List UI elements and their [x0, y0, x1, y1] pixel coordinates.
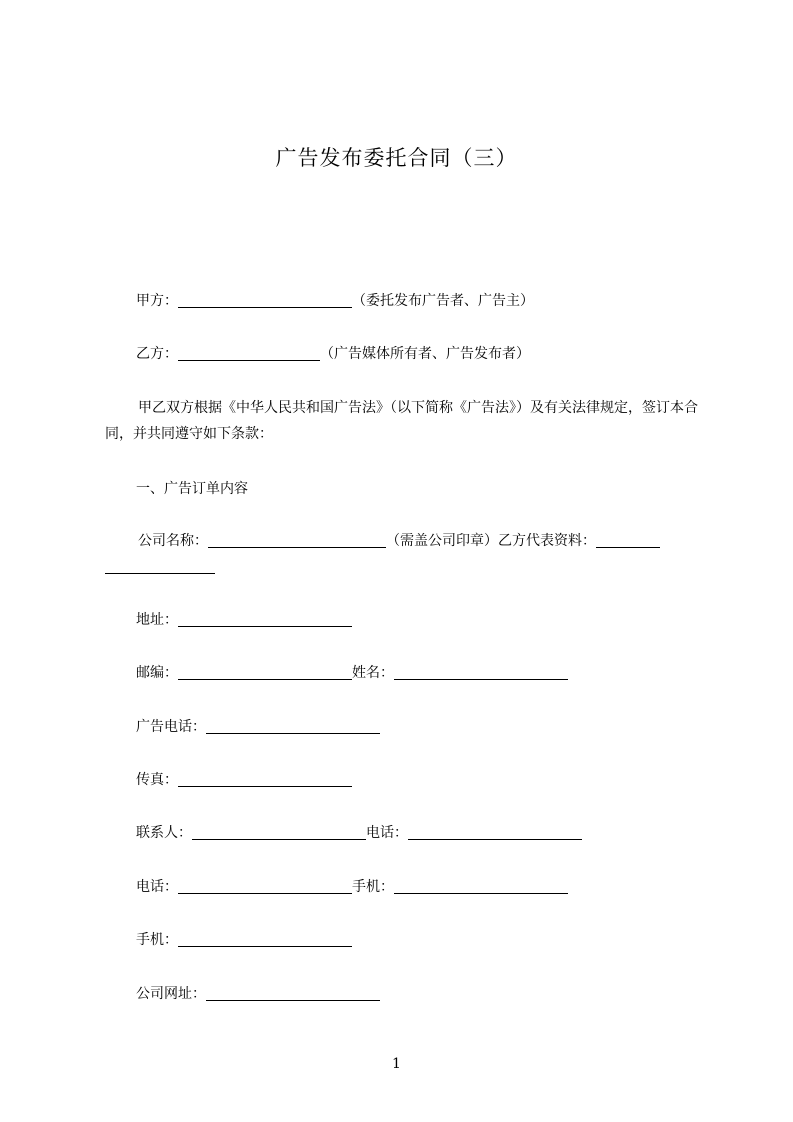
- contact-field[interactable]: [192, 824, 366, 840]
- company-seal-note: （需盖公司印章）乙方代表资料：: [386, 533, 596, 549]
- party-a-field[interactable]: [178, 292, 352, 308]
- party-b-field[interactable]: [178, 345, 320, 361]
- page-number: 1: [392, 1056, 401, 1072]
- mobile-label-2: 手机：: [136, 932, 178, 948]
- postcode-name-line: [136, 662, 568, 684]
- party-b-rep-continuation: [105, 556, 215, 578]
- mobile-label: 手机：: [352, 879, 394, 895]
- party-a-label: 甲方：: [136, 293, 178, 309]
- mobile-field-2[interactable]: [178, 931, 352, 947]
- party-b-rep-field-continued[interactable]: [105, 558, 215, 574]
- party-a-note: （委托发布广告者、广告主）: [352, 293, 534, 309]
- phone-label-2: 电话：: [136, 879, 178, 895]
- party-b-label: 乙方：: [136, 346, 178, 362]
- ad-phone-label: 广告电话：: [136, 719, 206, 735]
- mobile-line: [136, 929, 352, 951]
- phone-field[interactable]: [408, 824, 582, 840]
- phone-field-2[interactable]: [178, 878, 352, 894]
- party-b-rep-field[interactable]: [596, 532, 660, 548]
- postcode-field[interactable]: [178, 664, 352, 680]
- website-field[interactable]: [206, 985, 380, 1001]
- fax-line: [136, 769, 352, 791]
- fax-field[interactable]: [178, 771, 352, 787]
- contact-label: 联系人：: [136, 825, 192, 841]
- name-label: 姓名：: [352, 665, 394, 681]
- address-field[interactable]: [178, 611, 352, 627]
- phone-mobile-line: [136, 876, 568, 898]
- ad-phone-field[interactable]: [206, 718, 380, 734]
- address-label: 地址：: [136, 612, 178, 628]
- mobile-field[interactable]: [394, 878, 568, 894]
- fax-label: 传真：: [136, 772, 178, 788]
- website-label: 公司网址：: [136, 986, 206, 1002]
- preamble-paragraph: 甲乙双方根据《中华人民共和国广告法》（以下简称《广告法》）及有关法律规定，签订本合同，并共同遵守如下条款：: [105, 400, 698, 442]
- contact-phone-line: [136, 822, 582, 844]
- name-field[interactable]: [394, 664, 568, 680]
- party-b-line: [136, 343, 530, 365]
- section-1-heading: 一、广告订单内容: [136, 481, 248, 497]
- ad-phone-line: [136, 716, 380, 738]
- address-line: [136, 609, 352, 631]
- phone-label: 电话：: [366, 825, 408, 841]
- document-title: 广告发布委托合同（三）: [275, 146, 518, 170]
- postcode-label: 邮编：: [136, 665, 178, 681]
- party-a-line: [136, 290, 534, 312]
- company-name-field[interactable]: [208, 532, 386, 548]
- company-name-label: 公司名称：: [138, 533, 208, 549]
- website-line: [136, 983, 380, 1005]
- company-name-line: [138, 530, 660, 552]
- party-b-note: （广告媒体所有者、广告发布者）: [320, 346, 530, 362]
